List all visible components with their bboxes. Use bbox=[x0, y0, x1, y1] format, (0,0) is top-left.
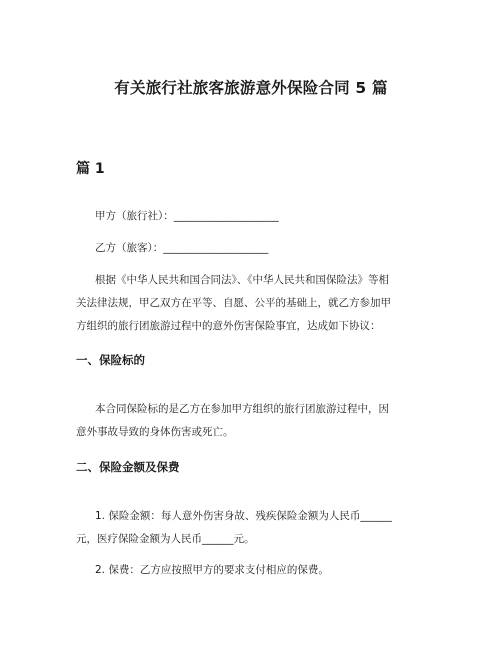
clause-line: 2. 保费：乙方应按照甲方的要求支付相应的保费。 bbox=[95, 564, 329, 576]
section-heading: 一、保险标的 bbox=[76, 353, 145, 367]
part-heading: 篇 1 bbox=[76, 161, 105, 177]
clause-line: 1. 保险金额：每人意外伤害身故、残疾保险金额为人民币______ bbox=[95, 510, 392, 522]
party-a-line: 甲方（旅行社）：____________________ bbox=[95, 210, 279, 222]
document-title: 有关旅行社旅客旅游意外保险合同 5 篇 bbox=[114, 79, 388, 97]
section-body-line: 本合同保险标的是乙方在参加甲方组织的旅行团旅游过程中，因 bbox=[95, 403, 389, 415]
intro-line: 方组织的旅行团旅游过程中的意外伤害保险事宜，达成如下协议： bbox=[76, 320, 381, 332]
intro-line: 根据《中华人民共和国合同法》、《中华人民共和国保险法》等相 bbox=[95, 274, 389, 286]
section-heading: 二、保险金额及保费 bbox=[76, 460, 180, 474]
party-b-line: 乙方（旅客）：____________________ bbox=[95, 242, 269, 254]
intro-line: 关法律法规，甲乙双方在平等、自愿、公平的基础上，就乙方参加甲 bbox=[76, 297, 391, 309]
clause-line: 元，医疗保险金额为人民币______元。 bbox=[76, 533, 255, 545]
section-body-line: 意外事故导致的身体伤害或死亡。 bbox=[76, 426, 234, 438]
